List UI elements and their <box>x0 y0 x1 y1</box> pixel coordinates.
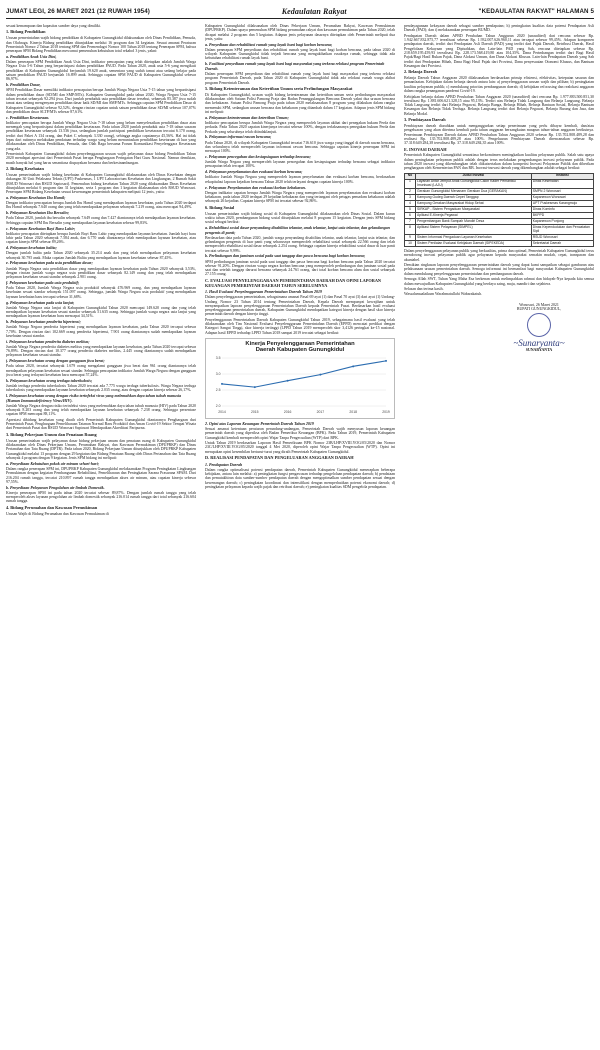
paragraph: Urusan pemerintahan wajib pelayanan dasar bidang pekerjaan umum dan penataan ruang di Kabupaten Gunungkidul dilaksanakan oleh Dinas Pekerjaan Umum, Perumahan Rakyat, dan Kawasan Permukiman (DPUPRKP) dan Dinas Pertanahan dan Tata Ruang (DPTR). Pada tahun 2020, Bidang Pekerjaan Umum ditunjukkan oleh DPUPRKP Kabupaten Gunungkidul melalui 13 program dengan 29 kegiatan dan Bidang Penataan Ruang oleh Dinas Pertanahan dan Tata Ruang sebanyak 4 program dengan 9 kegiatan. Jenis SPM bidang ini meliputi: <box>6 438 196 460</box>
y-tick-label: 3.0 <box>215 372 221 377</box>
column-header: No <box>405 173 416 179</box>
row-number: 8 <box>405 225 416 235</box>
performance-chart <box>205 338 395 419</box>
paragraph: Dalam penyelenggaraan pelayanan publik yang berkualitas, prima dan optimal, Pemerintah Kabupaten Gunungkidul terus mendorong inovasi pelayanan publik agar pelayanan kepada masyarakat semakin mudah, cepat, transparan dan akuntabel. <box>404 249 594 262</box>
paragraph: Pada Tahun 2020, jumlah ibu bersalin sebanyak 7.649 orang dan 7.427 diantaranya telah mendapatkan layanan kesehatan. Sehingga capaian SPM Ibu Bersalin yang mendapatkan layanan kesehatan sebesar 99,83%. <box>6 216 196 225</box>
chart-title-line-1: Kinerja Penyelenggaraan Pemerintahan <box>245 341 355 348</box>
subheading: a. Pelayanan Kesehatan Ibu Hamil; <box>6 195 66 201</box>
data-point <box>287 380 289 382</box>
y-tick-label: 3.5 <box>215 356 221 361</box>
x-tick-label: 2018 <box>349 409 357 414</box>
page-label: "KEDAULATAN RAKYAT" HALAMAN 5 <box>478 7 594 15</box>
innovation-title: Kampung Gudeg Daerah Cepet Tanggap <box>416 195 532 201</box>
paragraph: Pada Tahun 2020, di wilayah Kabupaten Gunungkidul tercatat 716.610 jiwa warga yang tinggal di daerah rawan bencana, dan seluruhnya telah memperoleh layanan informasi rawan bencana. Sehingga capaian kinerja penerapan SPM ini mencapai 100%. <box>205 140 395 154</box>
roman-heading: E. INOVASI DAERAH <box>404 146 447 152</box>
innovation-title: Aplikasi Sistem Pelayanan (SIMPEL) <box>416 225 532 235</box>
paragraph: Jumlah Warga Negara yang memperoleh layanan pencegahan dan kesiapsiagaan terhadap bencana sebagai indikator pencapaian telah tercapai 100%. <box>205 160 395 169</box>
innovation-title: Pengembangan Bank Sampah Mandiri Desa <box>416 219 532 225</box>
paragraph: Urusan pemerintahan wajib bidang sosial di Kabupaten Gunungkidul dilaksanakan oleh Dinas Sosial. Dalam kurun waktu tahun 2020, pembangunan bidang sosial ditunjukkan melalui 8 program 15 kegiatan. Dengan jenis SPM bidang sosial sebagai berikut: <box>205 211 395 225</box>
innovation-agency: UPT Puskesmas Karangmojo <box>531 201 593 207</box>
y-tick-label: 2.0 <box>215 404 221 409</box>
paragraph: Pendapatan Daerah dalam APBD Perubahan Tahun Anggaran 2020 (unaudited) dari rencana sebesar Rp. 1.942.667.832.875,77 terealisasi sebesar Rp. 1.932.007.626.960,11 atau tercapai sebesar 99,45%. Adapun komponen pendapatan daerah, terdiri dari Pendapatan Asli Daerah (PAD) yang terdiri dari Pajak Daerah, Retribusi Daerah, Hasil Pengelolaan Kekayaan yang Dipisahkan, dan Lain-lain PAD yang Sah, rencana ditetapkan sebesar Rp. 218.659.195.459,93 terealisasi Rp. 228.173.568.419,80 atau 104,35%. Dana Perimbangan terdiri dari Bagi Hasil Pajak/Bagi Hasil Bukan Pajak, Dana Alokasi Umum, dan Dana Alokasi Khusus. Lain-lain Pendapatan Daerah yang Sah terdiri dari Pendapatan Hibah, Dana Bagi Hasil Pajak dari Provinsi, Dana penyesuaian Otonomi Khusus, dan Bantuan Keuangan dari Provinsi. <box>404 33 594 68</box>
subheading: l. Pelayanan kesehatan orang dengan risiko terinfeksi virus yang melemahkan daya tahan tubuh manusia (Human Immunodeficiency Virus/HIV). <box>6 393 182 403</box>
subheading: a. Rehabilitasi sosial dasar penyandang disabilitas telantar, anak telantar, lanjut usia telantar, dan gelandangan pengemis di panti; <box>205 225 390 235</box>
paragraph: Jumlah Warga Negara dengan risiko terinfeksi virus yang melemahkan daya tahan tubuh manusia (HIV) pada Tahun 2020 sebanyak 8.203 orang dan yang telah mendapatkan layanan kesehatan sebanyak 7.238 orang. Sehingga persentase capaian SPM mencapai 88,11%. <box>6 403 196 417</box>
innovation-title: Layanan Antar Jemput Anak Gunungkidul Calon Kader Pemantau Imunisasi (LAJU) <box>416 179 532 189</box>
subheading: d. Pelayanan penyelamatan dan evakuasi korban bencana; <box>205 169 303 175</box>
subheading: a. Pelayanan ketenteraman dan ketertiban Umum; <box>205 114 289 120</box>
salam-line: Wassalamualaikum Warahmatullahi Wabarakatuh. <box>404 292 483 297</box>
paragraph: Dengan indikator capaian berupa Jumlah Warga Negara yang memperoleh layanan penyelamatan dan evakuasi korban kebakaran, pada tahun 2020 terdapat 29 kejadian kebakaran dan yang tertangani oleh petugas pemadam kebakaran adalah sebanyak 26 kejadian. Capaian kinerja SPM ini tercatat sebesar 92,86%. <box>205 190 395 204</box>
roman-heading: D. REALISASI PENDAPATAN DAN PENGELUARAN ANGGARAN DAERAH <box>205 455 354 461</box>
paragraph: Dalam rangka penerapan SPM ini, DPUPRKP Kabupaten Gunungkidul melaksanakan Program Peningkatan Lingkungan Permukiman dengan kegiatan Pembangunan Rehabilitasi, Pemeliharaan dan Peningkatan Sarana Prasarana SPAM. Dari 216.204 rumah tangga, tercatat 210.897 rumah tangga mendapatkan akses air minum, atau capaian kinerja sebesar 97,55%. <box>6 466 196 484</box>
x-tick-label: 2019 <box>382 409 390 414</box>
paragraph: Kebijakan belanja dalam APBD Perubahan Tahun Anggaran 2020 (unaudited) dari rencana Rp. 1.977.883.500.851,30 terealisasi Rp. 1.881.606.621.328,15 atau 95,13%. Terdiri atas Belanja Tidak Langsung dan Belanja Langsung. Belanja Tidak Langsung terdiri dari Belanja Pegawai, Belanja Bunga, Belanja Hibah, Belanja Bantuan Sosial, Belanja Bantuan Keuangan dan Belanja Tidak Terduga. Belanja Langsung terdiri dari Belanja Pegawai, Belanja Barang dan Jasa, dan Belanja Modal. <box>404 94 594 116</box>
paragraph: Indikator pencapaian ditetapkan berupa Jumlah Bayi Baru Lahir yang mendapatkan layanan kesehatan. Jumlah bayi baru lahir pada Tahun 2020 sebanyak 7.584 anak, dan 6.770 anak diantaranya telah mendapatkan layanan kesehatan, atau capaian kinerja SPM sebesar 89,26%. <box>6 231 196 245</box>
signature-block <box>484 303 594 352</box>
paragraph: Jumlah Warga Negara penderita hipertensi yang mendapatkan layanan kesehatan, pada Tahun 2020 tercapai sebesar 7,70%. Dengan rincian dari 102.669 orang penderita hipertensi, 7.901 orang diantaranya sudah mendapatkan layanan kesehatan sesuai standar. <box>6 325 196 338</box>
paragraph: Di Kabupaten Gunungkidul, urusan wajib bidang ketenteraman dan ketertiban umum serta perlindungan masyarakat dilaksanakan oleh Satuan Polisi Pamong Praja dan Badan Penanggulangan Bencana Daerah yakni dua urusan bencana dan kebakaran. Satuan Polisi Pamong Praja pada tahun 2020 melaksanakan 8 program yang dilakukan dalam rangka memenuhi SPM, sedangkan urusan bencana dan kebakaran yang ditambah dalam 17 kegiatan. Adapun jenis SPM bidang ini meliputi: <box>205 92 395 115</box>
paragraph: Urusan pemerintahan wajib bidang kesehatan di Kabupaten Gunungkidul dilaksanakan oleh Dinas Kesehatan dengan dukungan 30 Unit Pelaksana Teknis (UPT) Puskesmas, 1 UPT Laboratorium Kesehatan dan Lingkungan, 2 Rumah Sakit (RSUD Wonosari dan RSUD Saptosari). Pemenuhan bidang kesehatan Tahun 2020 yang dilaksanakan Dinas Kesehatan ditunjukkan melalui 6 program dan 31 kegiatan, serta 1 program dan 1 kegiatan dilaksanakan oleh RSUD Wonosari. Penerapan SPM Bidang Kesehatan sesuai kewenangan pemerintah kabupaten meliputi 12 jenis, yaitu: <box>6 172 196 195</box>
section-heading: 2. Belanja Daerah <box>404 69 438 75</box>
paragraph: Jumlah terduga penderita tuberkulosis Tahun 2020 tercatat ada 7.775 warga terduga tuberkulosis. Warga Negara terduga tuberkulosis yang mendapatkan layanan kesehatan sebanyak 2.035 orang, atau dengan capaian kinerja sebesar 26,17%. <box>6 384 196 393</box>
subheading: b. Perlindungan dan jaminan sosial pada saat tanggap dan pasca bencana bagi korban bencana; <box>205 253 366 259</box>
paragraph: Semoga Allah SWT, Tuhan Yang Maha Esa berkenan untuk melimpahkan rahmat dan hidayah-Nya kepada kita semua dalam mewujudkan Kabupaten Gunungkidul yang berdaya saing, maju, mandiri dan sejahtera. <box>404 277 594 286</box>
section-heading: 6. Bidang Sosial <box>205 204 235 210</box>
table-row <box>405 241 594 247</box>
row-number: 3 <box>405 195 416 201</box>
subheading: a. Penyediaan Kebutuhan pokok air minum sehari-hari; <box>6 460 100 466</box>
table-row <box>405 179 594 189</box>
paragraph: Jumlah Warga Negara penderita diabetes melitus yang mendapatkan layanan kesehatan, pada Tahun 2020 tercapai sebesar 76,89%. Dengan rincian dari 10.377 orang penderita diabetes melitus, 2.445 orang diantaranya sudah mendapatkan pelayanan kesehatan sesuai standar. <box>6 344 196 358</box>
innovation-agency: BKPPD <box>531 213 593 219</box>
column-2 <box>205 24 395 1044</box>
innovation-agency: Dinas Kominfo <box>531 207 593 213</box>
paragraph: Jumlah Warga Negara usia pendidikan dasar yang mendapatkan layanan kesehatan pada Tahun 2020 sebanyak 3,53%, dengan rincian jumlah warga negara usia pendidikan dasar sebanyak 82.149 orang dan yang telah mendapatkan pelayanan kesehatan sesuai standar sebanyak 2.901 orang. <box>6 266 196 280</box>
innovation-agency: Sekretariat Daerah <box>531 241 593 247</box>
paragraph: Pada tahun 2020, tercatat sebanyak 1.679 orang mengalami gangguan jiwa berat dan 961 orang diantaranya telah mendapatkan pelayanan kesehatan sesuai standar. Sehingga pencapaian indikator Jumlah Warga Negara dengan gangguan jiwa berat yang terlayani kesehatan baru mencapai 57,24%. <box>6 364 196 378</box>
paragraph: Berdasarkan data pada Tahun 2020, jumlah warga penyandang disabilitas telantar, anak telantar, lanjut usia telantar, dan gelandangan pengemis di luar panti yang seharusnya memperoleh rehabilitasi sosial sebanyak 22.566 orang dan telah memperoleh rehabilitasi sosial dasar sebanyak 2.254 orang. Sehingga capaian kinerja rehabilitasi sosial dasar di luar panti tercatat sebesar 9,99%. <box>205 235 395 253</box>
paragraph: SPM perlindungan jaminan sosial pada saat tanggap dan pasca bencana bagi korban bencana pada Tahun 2020 tercatat sebesar 91,20%. Dengan rincian warga negara korban bencana yang memperoleh perlindungan dan jaminan sosial pada saat dan setelah tanggap darurat bencana sebanyak 24.761 orang, dari total korban bencana alam dan sosial sebanyak 27.155 orang. <box>205 259 395 277</box>
innovation-agency: Dinas Kependudukan dan Pencatatan Sipil <box>531 225 593 235</box>
paragraph: Dalam rangka optimalisasi potensi pendapatan daerah, Pemerintah Kabupaten Gunungkidul menerapkan beberapa kebijakan, antara lain melalui: a) peningkatan fungsi pengawasan terhadap pengelolaan pendapatan daerah; b) pendataan dan pemutakhiran data sumber-sumber pendapatan daerah dengan mengoptimalkan sumber pendapatan sesuai dengan kewenangan daerah; c) peningkatan koordinasi dan intensifikasi dengan memperhatikan potensi ekonomi daerah; d) peningkatan pelayanan kepada wajib pajak dan retribusi daerah; e) peningkatan kualitas SDM pengelola pendapatan. <box>205 467 395 489</box>
chart-title-line-2: Daerah Kabupaten Gunungkidul <box>255 347 345 354</box>
subheading: k. Pelayanan kesehatan orang terduga tuberkulosis; <box>6 377 93 383</box>
x-tick-label: 2017 <box>316 409 325 414</box>
place-date: Wonosari, 26 Maret 2021 <box>519 302 559 307</box>
paragraph: Penyelenggaraan Pemerintahan Daerah Kabupaten Gunungkidul Tahun 2019, sebagaimana hasil evaluasi yang telah dilaksanakan oleh Tim Nasional Evaluasi Penyelenggaraan Pemerintahan Daerah (EPPD) mencatat predikat dengan Kategori Sangat Tinggi, skor kinerja tertinggi (LPPD Tahun 2019 memperoleh skor 3,4126 peringkat ke-15 nasional. Adapun hasil EPPD terhadap LPPD Tahun 2018 sampai 2019 tercatat sebagai berikut: <box>205 317 395 335</box>
row-number: 7 <box>405 219 416 225</box>
section-heading: 4. Bidang Perumahan dan Kawasan Permukiman <box>6 504 98 510</box>
paragraph: Dalam penerapan SPM Pendidikan Anak Usia Dini, indikator pencapaian yang telah ditetapkan adalah Jumlah Warga Negara Usia 5-6 Tahun yang berpartisipasi dalam pendidikan PAUD. Pada Tahun 2020, anak usia 5-6 yang mengikuti pendidikan di Kabupaten Gunungkidul berjumlah 19.620 anak, sementara yang sudah tamat atau sedang belajar pada satuan pendidikan PAUD berjumlah 16.899 anak. Sehingga capaian SPM PAUD di Kabupaten Gunungkidul sebesar 86,97%. <box>6 60 196 82</box>
innovation-title: Kampung Gerakan Masyarakat Hidup Sehat <box>416 201 532 207</box>
subheading: 1. Hasil Evaluasi Penyelenggaraan Pemerintahan Daerah Tahun 2019 <box>205 289 322 295</box>
innovation-agency: SMPN 2 Wonosari <box>531 189 593 195</box>
innovation-title: Aplikasi E-Kinerja Pegawai <box>416 213 532 219</box>
innovation-title: Gerakan Gunungkidul Menanam Gerakan Dua (GERAKAN) <box>416 189 532 195</box>
subheading: b. Pelayanan Kesehatan Ibu Bersalin; <box>6 210 70 216</box>
subheading: 1. Pendapatan Daerah <box>205 461 243 467</box>
data-point <box>254 386 256 388</box>
x-tick-label: 2014 <box>218 409 226 414</box>
subheading: f. Pelayanan kesehatan pada usia produktif; <box>6 280 80 286</box>
subheading: b. Penyediaan Pelayanan Pengolahan air limbah Domestik. <box>6 484 105 490</box>
line-chart <box>208 354 392 416</box>
paragraph: Untuk Tahun 2019 berdasarkan Laporan Hasil Pemeriksaan BPK Nomor 23B/LHP/XVIII.YOG/05/2020 dan Nomor 23C/LHP/XVIII.YOG/05/2020 tanggal 4 Mei 2020, diperoleh opini Wajar Tanpa Pengecualian (WTP). Opini ini merupakan opini kesembilan berturut-turut yang diraih Pemerintah Kabupaten Gunungkidul. <box>205 441 395 454</box>
paragraph: Dalam penerapan SPM penyediaan dan rehabilitasi rumah yang layak huni bagi masyarakat yang terkena relokasi program Pemerintah Daerah, pada Tahun 2020 di Kabupaten Gunungkidul tidak ada relokasi rumah warga akibat program Pemerintah Daerah. <box>205 71 395 85</box>
subheading: a. Pendidikan Anak Usia Dini, <box>6 54 57 60</box>
innovation-agency: RSUD Wonosari <box>531 235 593 241</box>
signatory-name: SUNARYANTA <box>525 347 553 352</box>
paragraph: pendayagunaan kekayaan daerah sebagai sumber pendapatan; h) peningkatan kualitas data potensi Pendapatan Asli Daerah (PAD); dan i) melaksanakan penerapan BUMD. <box>404 24 594 33</box>
column-3 <box>404 24 594 1044</box>
data-point <box>352 365 354 367</box>
newspaper-brand: Kedaulatan Rakyat <box>281 6 347 16</box>
innovation-agency: Kapanewon Wonosari <box>531 195 593 201</box>
paragraph: Kinerja penerapan SPM ini pada tahun 2020 tercatat sebesar 89,87%. Dengan jumlah rumah tangga yang telah memperoleh akses layanan pengolahan air limbah domestik sebanyak 216.014 rumah tangga dari total sebanyak 216.604 rumah tangga. <box>6 490 196 504</box>
data-point <box>385 360 387 362</box>
column-1 <box>6 24 196 1044</box>
x-tick-label: 2015 <box>251 409 259 414</box>
innovation-title: Sistem Penilaian Evaluasi Kebijakan Daerah (SIPEKEDA) <box>416 241 532 247</box>
paragraph: SPM Pendidikan Dasar memiliki indikator pencapaian berupa Jumlah Warga Negara Usia 7-15 tahun yang berpartisipasi dalam pendidikan dasar (SD/MI dan SMP/MTs). Kabupaten Gunungkidul pada tahun 2020, Warga Negara Usia 7-15 tahun tercatat sebanyak 92.294 jiwa. Dari jumlah penduduk usia pendidikan dasar tersebut, sebanyak 85.387 jiwa sudah tamat atau sedang mengenyam pendidikan dasar baik SD/MI dan SMP/MTs. Sehingga capaian SPM Pendidikan Dasar di Kabupaten Gunungkidul sebesar 92,52%, dengan rincian capaian untuk satuan pendidikan dasar SD/MI sebesar 107,07% dan pendidikan dasar SLTP/MTs sebesar 87,61%. <box>6 88 196 114</box>
paragraph: Dalam penyelenggaraan pemerintahan, sebagaimana amanat Pasal 69 ayat (1) dan Pasal 70 ayat (3) dari ayat (1) Undang-Undang Nomor 23 Tahun 2014 tentang Pemerintahan Daerah, Kepala Daerah mempunyai kewajiban untuk menyampaikan laporan penyelenggaraan Pemerintahan Daerah kepada Pemerintah Pusat. Berdasarkan hasil evaluasi penyelenggaraan pemerintahan daerah, Kabupaten Gunungkidul mendapatkan kategori kinerja dengan hasil skor kinerja pemerintah daerah dengan kinerja tinggi. <box>205 295 395 317</box>
paragraph: Pemerintah Kabupaten Gunungkidul dalam penyelenggaraan urusan wajib pelayanan dasar bidang Pendidikan Tahun 2020 mendapat apresiasi dari Pemerintah Pusat berupa Penghargaan Peringatan Hari Guru Nasional. Namun demikian, masih banyak hal yang harus senantiasa diupayakan bersama dan berkesinambungan. <box>6 152 196 165</box>
paragraph: Demikian ringkasan laporan penyelenggaraan pemerintahan daerah yang dapat kami sampaikan sebagai gambaran atas pelaksanaan urusan pemerintahan daerah. Semoga informasi ini bermanfaat bagi masyarakat Kabupaten Gunungkidul dalam mendukung penyelenggaraan pemerintahan dan pembangunan daerah. <box>404 263 594 276</box>
innovation-agency: Dinas Kesehatan <box>531 179 593 189</box>
innovation-title: SIRKAP - Sistem Pengaduan Masyarakat <box>416 207 532 213</box>
subheading: a. Penyediaan dan rehabilitasi rumah yang layak huni bagi korban bencana; <box>205 41 333 47</box>
masthead <box>6 4 594 18</box>
paragraph: Indikator pencapaian berupa Jumlah Warga Negara Usia 7-18 tahun yang belum menyelesaikan pendidikan dasar atau menengah yang berpartisipasi dalam pendidikan kesetaraan. Pada tahun 2020 jumlah penduduk usia 7-18 tahun sasaran pendidikan kesetaraan sebanyak 13.536 jiwa, sedangkan jumlah partisipasi pendidikan kesetaraan tercatat 6.170 orang, terdiri dari Paket A 134 orang, dan Paket C sebanyak 3.330 orang), sehingga angka capaiannya 45,56%. Hal ini tidak lepas dari rutinnya melakukan pendataan terhadap warga yang belum menuntaskan pendidikan kesetaraan di luar yang dilaksanakan oleh Dinas Pendidikan, Pemuda, dan Olah Raga bersama Forum Komunikasi Penyelenggara Kesetaraan yang ada. <box>6 120 196 151</box>
column-header: Instansi <box>531 173 593 179</box>
subheading: h. Pelayanan kesehatan penderita hipertensi; <box>6 319 81 325</box>
handwritten-signature: ~Sunaryanta~ <box>513 337 565 348</box>
paragraph: Dengan indikator pencapaian berupa Jumlah Ibu Hamil yang mendapatkan layanan kesehatan, pada Tahun 2020 terdapat Ibu Hamil sebanyak 7.640 orang dan yang telah mendapatkan pelayanan sebanyak 7.219 orang, atau mencapai 94,49%. <box>6 201 196 210</box>
subheading: d. Pelayanan kesehatan balita; <box>6 245 57 251</box>
masthead-rule <box>6 18 594 19</box>
section-heading: 3. Pembiayaan Daerah <box>404 117 446 123</box>
subheading: e. Pelayanan Penyelamatan dan evakuasi korban kebakaran. <box>205 184 306 190</box>
innovation-table <box>404 173 594 247</box>
paragraph: Kabupaten Gunungkidul dilaksanakan oleh Dinas Pekerjaan Umum, Perumahan Rakyat, Kawasan Permukiman (DPUPRKP). Dalam upaya pemenuhan SPM bidang perumahan rakyat dan kawasan permukiman pada Tahun 2020, telah dicapai melalui 2 program dan 5 kegiatan. Adapun jenis pelayanan dasarnya ditetapkan oleh Pemerintah meliputi dua jenis, yaitu: <box>205 24 395 41</box>
section-heading: 2. Bidang Kesehatan <box>6 166 44 172</box>
row-number: 5 <box>405 207 416 213</box>
paragraph: Urusan Wajib di Bidang Perumahan dan Kawasan Permukiman di <box>6 511 109 516</box>
subheading: b. Fasilitasi penyediaan rumah yang layak huni bagi masyarakat yang terkena relokasi program Pemerintah Daerah. <box>205 61 385 71</box>
closing-line: Selasan dan terima kasih. <box>404 287 444 291</box>
paragraph: Indikator Jumlah Warga Negara yang memperoleh layanan penyelamatan dan evakuasi korban bencana, berdasarkan rekapitulasi laporan kejadian bencana Tahun 2020 telah terlayani dengan capaian kinerja 100%. <box>205 175 395 184</box>
signatory-position: BUPATI GUNUNGKIDUL, <box>516 307 562 312</box>
paragraph: Jumlah Warga Negara usia lanjut di Kabupaten Gunungkidul Tahun 2020 mencapai 149.620 orang dan yang telah mendapatkan layanan kesehatan sesuai standar sebanyak 51.635 orang. Sehingga jumlah warga negara usia lanjut yang mendapatkan layanan kesehatan baru mencapai 34,51%. <box>6 305 196 319</box>
paragraph: Dengan jumlah balita pada Tahun 2020 sebanyak 35.214 anak dan yang telah mendapatkan pelayanan kesehatan sebanyak 30.795 anak. Maka capaian Jumlah Balita yang mendapatkan layanan kesehatan sebesar 87,45%. <box>6 251 196 260</box>
section-heading: 1. Bidang Pendidikan <box>6 29 46 35</box>
row-number: 9 <box>405 235 416 241</box>
paragraph: Pemerintah Kabupaten Gunungkidul senantiasa berkomitmen meningkatkan kualitas pelayanan publik. Salah satu upaya dalam peningkatan pelayanan publik adalah dengan terus melakukan pengembangan inovasi pelayanan publik. Pada tahun 2020 inovasi yang dikembangkan telah diikutsertakan dalam kompetisi Inovasi Pelayanan Publik dan diberikan penghargaan oleh Kementerian PAN dan RB. Inovasi-inovasi daerah yang dikembangkan adalah sebagai berikut: <box>404 153 594 171</box>
paragraph: Sesuai amanat ketentuan peraturan perundang-undangan, Pemerintah Daerah wajib menyusun laporan keuangan pemerintah daerah yang diperiksa oleh Badan Pemeriksa Keuangan (BPK). Pada Tahun 2019, Pemerintah Kabupaten Gunungkidul kembali memperoleh opini Wajar Tanpa Pengecualian (WTP) dari BPK. <box>205 426 395 440</box>
section-heading: 5. Bidang Ketenteraman dan Ketertiban Umum serta Perlindungan Masyarakat <box>205 86 353 92</box>
y-tick-label: 2.5 <box>215 388 221 393</box>
roman-heading: C. EVALUASI PENYELENGGARAAN PEMERINTAHAN DAERAH DAN OPINI LAPORAN KEUANGAN PEMERINTAH DAERAH TAHUN SEBELUMNYA <box>205 277 382 288</box>
innovation-title: Sistem Informasi Pengaduan Layanan Kesehatan <box>416 235 532 241</box>
paragraph: Belanja Daerah Tahun Anggaran 2020 dilaksanakan berdasarkan prinsip efisiensi, efektivitas, ketepatan sasaran dan pemanfaatan. Kebijakan dalam belanja daerah antara lain: a) penyelenggaraan urusan wajib dan pilihan; b) peningkatan kualitas pelayanan publik; c) mendukung prioritas pembangunan daerah; d) kebijakan refocusing dan realokasi anggaran dalam rangka penanganan pandemi Covid-19. <box>404 76 594 94</box>
paragraph: Pada Tahun 2020, Jumlah Warga Negara usia produktif sebanyak 476.969 orang, dan yang mendapatkan layanan kesehatan sesuai standar sebanyak 151.097 orang. Sehingga, jumlah Warga Negara usia produktif yang mendapatkan layanan kesehatan baru tercapai sebesar 31,68%. <box>6 286 196 299</box>
x-tick-label: 2016 <box>283 409 292 414</box>
subheading: b. Pelayanan informasi rawan bencana; <box>205 134 272 140</box>
official-stamp <box>527 313 551 337</box>
subheading: c. Pendidikan Kesetaraan. <box>6 114 50 120</box>
paragraph: Dalam penerapan SPM penyediaan dan rehabilitasi rumah yang layak huni bagi korban bencana, pada tahun 2020 di wilayah Kabupaten Gunungkidul tidak terjadi bencana yang mengakibatkan rusaknya rumah, sehingga tidak ada kebutuhan rehabilitasi rumah layak huni. <box>205 47 395 61</box>
section-heading: 3. Bidang Pekerjaan Umum dan Penataan Ruang <box>6 431 97 437</box>
row-number: 1 <box>405 179 416 189</box>
subheading: g. Pelayanan kesehatan pada usia lanjut; <box>6 299 75 305</box>
row-number: 10 <box>405 241 416 247</box>
paragraph: Apresiasi dibidang kesehatan yang diraih oleh Pemerintah Kabupaten Gunungkidul diantaranya Penghargaan dari Pemerintah Pusat, Penghargaan Pemeliharaan Tatanan Normal Baru Produktif dan Aman Covid-19 Sektor Tempat Wisata dari Pemerintah Pusat dan RSUD Wonosari Saptosari Mendapatkan Akreditasi Paripurna. <box>6 417 196 431</box>
paragraph: Urusan pemerintahan wajib bidang pendidikan di Kabupaten Gunungkidul dilaksanakan oleh Dinas Pendidikan, Pemuda, dan Olahraga. Kinerja Bidang pendidikan ditunjukkan melalui 16 program dan 34 kegiatan. Sesuai amanat Peraturan Pemerintah Nomor 2 Tahun 2018 tentang SPM dan Permendagri Nomor 100 Tahun 2018 tentang Penerapan SPM, bahwa penerapan SPM Bidang Pendidikan mewarnai pemenuhan kebutuhan total rekabol 3 jenis, yakni: <box>6 36 196 54</box>
subheading: j. Pelayanan kesehatan orang dengan gangguan jiwa berat; <box>6 358 105 364</box>
paragraph: Indikator pencapaian berupa Jumlah Warga Negara yang memperoleh layanan akibat dari penegakan hukum Perda dan perkada. Pada Tahun 2020 capaian kinerjanya tercatat sebesar 100%, dengan terlaksananya penegakan hukum Perda dan Perkada yang seluruhnya telah ditindaklanjuti. <box>205 121 395 134</box>
issue-date: JUMAT LEGI, 26 MARET 2021 (12 RUWAH 1954) <box>6 7 150 15</box>
subheading: 2. Opini atas Laporan Keuangan Pemerintah Daerah Tahun 2019 <box>205 420 314 426</box>
article-columns <box>6 24 594 1044</box>
subheading: b. Pendidikan Dasar, <box>6 82 41 88</box>
data-point <box>221 383 223 385</box>
subheading: c. Pelayanan pencegahan dan kesiapsiagaan terhadap bencana; <box>205 154 311 160</box>
column-header: Judul Inovasi <box>416 173 532 179</box>
paragraph: sesuai kemampuan dan kapasitas sumber daya yang dimiliki. <box>6 24 101 28</box>
row-number: 4 <box>405 201 416 207</box>
row-number: 2 <box>405 189 416 195</box>
innovation-agency: Kapanewon Ponjong <box>531 219 593 225</box>
table-row <box>405 225 594 235</box>
data-point <box>319 374 321 376</box>
subheading: i. Pelayanan kesehatan penderita diabetes melitus; <box>6 338 90 344</box>
paragraph: Pembiayaan daerah diarahkan untuk menganggarkan setiap penerimaan yang perlu dibayar kembali, dan/atau pengeluaran yang akan diterima kembali pada tahun anggaran bersangkutan maupun tahun-tahun anggaran berikutnya. Penerimaan Pembiayaan Daerah dalam APBD Perubahan Tahun Anggaran 2020 sebesar Rp. 135.702.808.489,28 dan realisasi Rp. 135.702.808.489,28 atau 100%. Pengeluaran Pembiayaan Daerah direncanakan sebesar Rp. 37.318.649.284,38 terealisasi Rp. 37.318.649.284,35 atau 100%. <box>404 123 594 146</box>
row-number: 6 <box>405 213 416 219</box>
subheading: c. Pelayanan Kesehatan Bayi Baru Lahir; <box>6 225 76 231</box>
subheading: e. Pelayanan kesehatan pada usia pendidikan dasar; <box>6 260 93 266</box>
